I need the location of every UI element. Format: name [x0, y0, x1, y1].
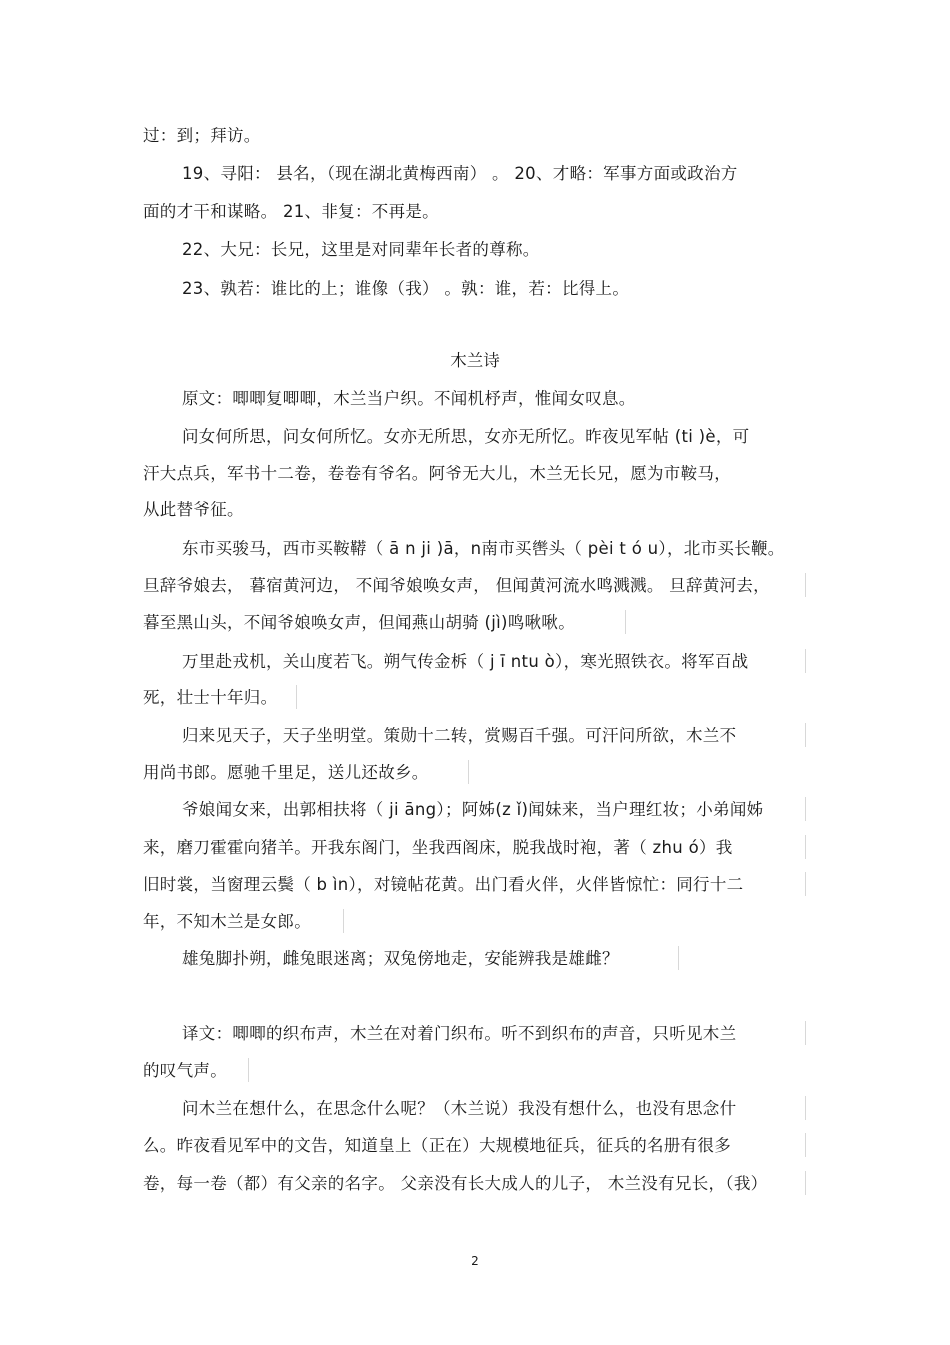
- original-line: 用尚书郎。愿驰千里足，送儿还故乡。: [143, 763, 429, 782]
- scan-artifact: [468, 760, 469, 784]
- translation-line: 卷，每一卷（都）有父亲的名字。 父亲没有长大成人的儿子， 木兰没有兄长，（我）: [143, 1174, 768, 1193]
- scan-artifact: [678, 946, 679, 970]
- page-number: 2: [471, 1254, 479, 1268]
- poem-title: 木兰诗: [450, 351, 500, 370]
- original-line: 归来见天子，天子坐明堂。策勋十二转，赏赐百千强。可汗问所欲，木兰不: [182, 726, 737, 745]
- translation-line: 译文：唧唧的织布声，木兰在对着门织布。听不到织布的声音，只听见木兰: [182, 1024, 737, 1043]
- note-line: 面的才干和谋略。 21、非复：不再是。: [143, 202, 439, 221]
- scan-artifact: [625, 610, 626, 634]
- note-line: 19、寻阳： 县名，（现在湖北黄梅西南） 。 20、才略：军事方面或政治方: [182, 164, 738, 183]
- original-line: 雄兔脚扑朔，雌兔眼迷离；双兔傍地走，安能辨我是雄雌？: [182, 949, 619, 968]
- original-line: 旦辞爷娘去， 暮宿黄河边， 不闻爷娘唤女声， 但闻黄河流水鸣溅溅。 旦辞黄河去，: [143, 576, 770, 595]
- original-line: 从此替爷征。: [143, 500, 244, 519]
- scan-artifact: [805, 1021, 806, 1045]
- scan-artifact: [248, 1058, 249, 1082]
- original-line: 原文：唧唧复唧唧，木兰当户织。不闻机杼声，惟闻女叹息。: [182, 389, 636, 408]
- scan-artifact: [343, 909, 344, 933]
- translation-line: 么。昨夜看见军中的文告，知道皇上（正在）大规模地征兵，征兵的名册有很多: [143, 1136, 731, 1155]
- original-line: 年，不知木兰是女郎。: [143, 912, 311, 931]
- note-line: 23、孰若：谁比的上；谁像（我） 。孰：谁，若：比得上。: [182, 279, 630, 298]
- original-line: 旧时裳，当窗理云鬓（ b ìn），对镜帖花黄。出门看火伴，火伴皆惊忙：同行十二: [143, 875, 744, 894]
- original-line: 来，磨刀霍霍向猪羊。开我东阁门，坐我西阁床，脱我战时袍，著（ zhu ó）我: [143, 838, 733, 857]
- scan-artifact: [805, 797, 806, 821]
- original-line: 问女何所思，问女何所忆。女亦无所思，女亦无所忆。昨夜见军帖 (ti )è，可: [182, 427, 750, 446]
- note-line: 22、大兄：长兄，这里是对同辈年长者的尊称。: [182, 240, 540, 259]
- translation-line: 的叹气声。: [143, 1061, 227, 1080]
- original-line: 万里赴戎机，关山度若飞。朔气传金柝（ j ī ntu ò），寒光照铁衣。将军百战: [182, 652, 749, 671]
- scan-artifact: [805, 872, 806, 896]
- original-line: 东市买骏马，西市买鞍鞯（ ā n ji )ā，n南市买辔头（ pèi t ó u），北市买长鞭。: [182, 539, 785, 558]
- original-line: 暮至黑山头，不闻爷娘唤女声，但闻燕山胡骑 (jì)鸣啾啾。: [143, 613, 575, 632]
- scan-artifact: [805, 1171, 806, 1195]
- scan-artifact: [805, 835, 806, 859]
- scan-artifact: [805, 649, 806, 673]
- scan-artifact: [805, 573, 806, 597]
- original-line: 汗大点兵，军书十二卷，卷卷有爷名。阿爷无大儿，木兰无长兄，愿为市鞍马，: [143, 464, 731, 483]
- scan-artifact: [805, 723, 806, 747]
- translation-line: 问木兰在想什么，在思念什么呢？（木兰说）我没有想什么，也没有思念什: [182, 1099, 737, 1118]
- original-line: 死，壮士十年归。: [143, 688, 278, 707]
- note-line: 过：到；拜访。: [143, 126, 261, 145]
- scan-artifact: [805, 1096, 806, 1120]
- scan-artifact: [805, 1133, 806, 1157]
- original-line: 爷娘闻女来，出郭相扶将（ ji āng）；阿姊(z ǐ)闻妹来，当户理红妆；小弟闻姊: [182, 800, 764, 819]
- scan-artifact: [296, 685, 297, 709]
